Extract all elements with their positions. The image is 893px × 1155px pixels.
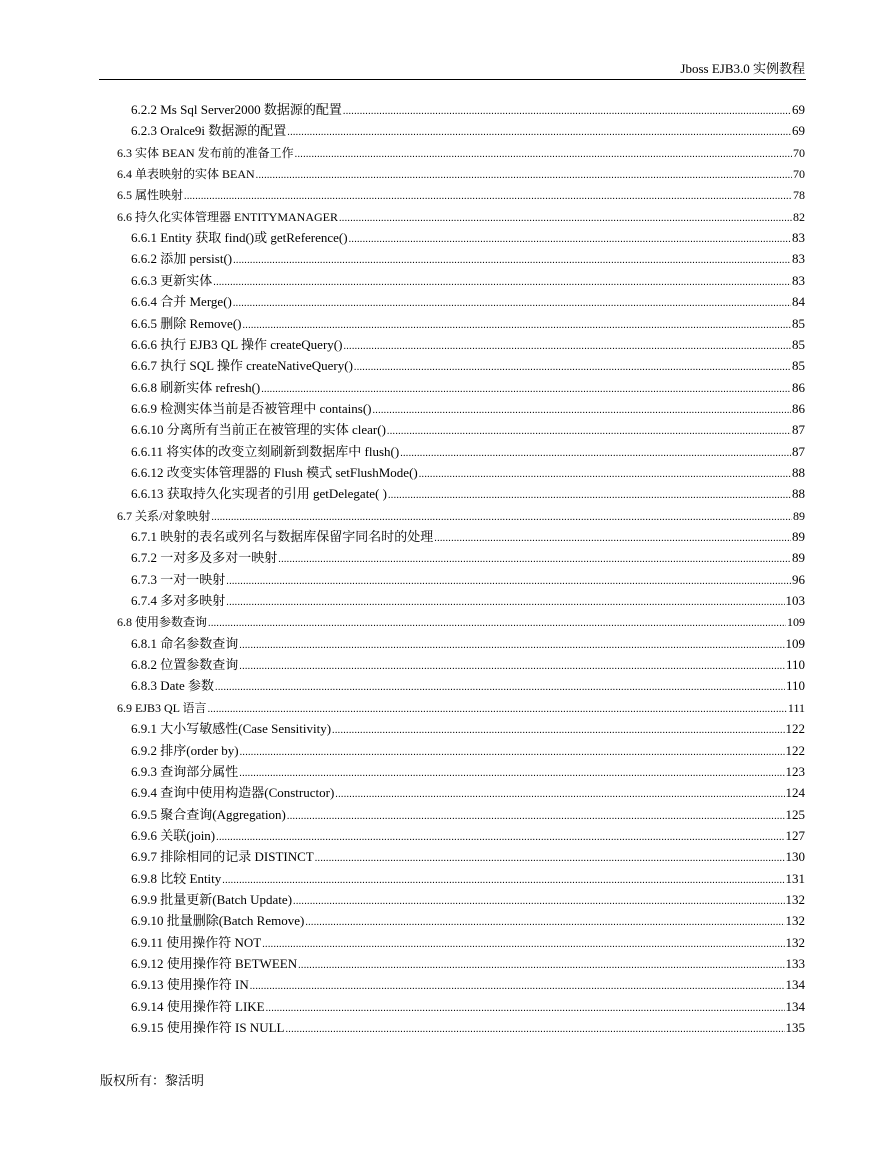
toc-entry[interactable] — [131, 293, 805, 313]
toc-leader-dots — [215, 677, 785, 697]
toc-entry[interactable] — [131, 528, 805, 548]
toc-leader-dots — [285, 1019, 784, 1039]
toc-entry-label: 6.6.6 执行 EJB3 QL 操作 createQuery() — [131, 336, 343, 352]
toc-leader-dots — [372, 400, 791, 420]
toc-entry-page-number: 88 — [792, 486, 805, 502]
toc-entry-page-number: 132 — [785, 934, 805, 950]
toc-leader-dots — [233, 250, 791, 270]
toc-leader-dots — [239, 656, 785, 676]
toc-leader-dots — [262, 934, 784, 954]
toc-leader-dots — [339, 208, 792, 228]
toc-entry-page-number: 127 — [785, 827, 805, 843]
toc-entry-page-number: 135 — [785, 1020, 805, 1036]
toc-entry[interactable] — [131, 400, 805, 420]
toc-entry-page-number: 69 — [792, 102, 805, 117]
toc-entry-label: 6.7.1 映射的表名或列名与数据库保留字同名时的处理 — [131, 529, 434, 544]
toc-entry-label: 6.6.7 执行 SQL 操作 createNativeQuery() — [131, 358, 353, 374]
toc-entry-label: 6.9.12 使用操作符 BETWEEN — [131, 956, 298, 971]
toc-leader-dots — [240, 742, 785, 762]
toc-entry[interactable] — [131, 315, 805, 335]
toc-leader-dots — [343, 336, 791, 356]
toc-entry-label: 6.9.6 关联(join) — [131, 827, 216, 843]
toc-entry[interactable] — [131, 250, 805, 270]
toc-entry-label: 6.9.5 聚合查询(Aggregation) — [131, 806, 286, 822]
toc-leader-dots — [208, 613, 786, 633]
toc-entry-page-number: 85 — [792, 315, 805, 331]
toc-entry-label: 6.6.13 获取持久化实现者的引用 getDelegate( ) — [131, 486, 387, 502]
toc-entry-page-number: 133 — [785, 956, 805, 971]
toc-entry[interactable] — [117, 165, 805, 185]
toc-entry-label: 6.8.1 命名参数查询 — [131, 635, 239, 651]
toc-entry-label: 6.9.13 使用操作符 IN — [131, 977, 249, 993]
toc-leader-dots — [239, 635, 784, 655]
toc-entry-label: 6.6.12 改变实体管理器的 Flush 模式 setFlushMode() — [131, 464, 418, 480]
toc-entry-page-number: 103 — [785, 593, 805, 609]
toc-entry-label: 6.6 持久化实体管理器 ENTITYMANAGER — [117, 209, 338, 224]
toc-leader-dots — [208, 699, 787, 719]
toc-entry-page-number: 88 — [792, 464, 805, 480]
toc-entry-label: 6.7.3 一对一映射 — [131, 571, 226, 587]
toc-entry-label: 6.7.2 一对多及多对一映射 — [131, 550, 278, 566]
toc-entry-label: 6.9.15 使用操作符 IS NULL — [131, 1020, 285, 1036]
toc-leader-dots — [305, 912, 784, 932]
toc-leader-dots — [293, 891, 784, 911]
toc-leader-dots — [233, 293, 791, 313]
toc-entry-page-number: 124 — [785, 785, 805, 801]
toc-entry[interactable] — [131, 998, 805, 1018]
toc-entry-page-number: 89 — [793, 508, 805, 523]
toc-entry[interactable] — [131, 443, 805, 463]
toc-entry-label: 6.8.2 位置参数查询 — [131, 657, 239, 673]
toc-leader-dots — [216, 827, 784, 847]
toc-entry[interactable] — [117, 144, 805, 164]
toc-entry[interactable] — [131, 1019, 805, 1039]
toc-entry-label: 6.6.10 分离所有当前正在被管理的实体 clear() — [131, 422, 386, 438]
toc-entry-page-number: 83 — [792, 251, 805, 267]
toc-entry-label: 6.9.2 排序(order by) — [131, 742, 239, 758]
toc-entry-label: 6.9.10 批量删除(Batch Remove) — [131, 913, 305, 929]
toc-entry[interactable] — [131, 379, 805, 399]
toc-entry-label: 6.6.4 合并 Merge() — [131, 294, 232, 310]
toc-leader-dots — [239, 763, 784, 783]
toc-entry-page-number: 85 — [792, 358, 805, 374]
toc-entry[interactable] — [131, 848, 805, 868]
toc-entry-label: 6.9.4 查询中使用构造器(Constructor) — [131, 785, 335, 801]
toc-entry-label: 6.9.11 使用操作符 NOT — [131, 934, 262, 950]
toc-entry-label: 6.8 使用参数查询 — [117, 615, 208, 630]
toc-entry-page-number: 82 — [793, 209, 805, 224]
toc-leader-dots — [226, 592, 784, 612]
toc-entry-label: 6.8.3 Date 参数 — [131, 678, 215, 694]
toc-leader-dots — [343, 101, 791, 121]
toc-leader-dots — [419, 464, 791, 484]
toc-entry[interactable] — [131, 934, 805, 954]
toc-entry-page-number: 69 — [792, 123, 805, 139]
toc-leader-dots — [332, 720, 784, 740]
toc-entry[interactable] — [131, 827, 805, 847]
toc-entry[interactable] — [131, 635, 805, 655]
toc-entry[interactable] — [131, 955, 805, 975]
toc-entry[interactable] — [131, 122, 805, 142]
toc-entry[interactable] — [117, 208, 805, 228]
toc-entry-label: 6.7.4 多对多映射 — [131, 593, 226, 609]
toc-entry[interactable] — [117, 186, 805, 206]
toc-entry-page-number: 89 — [792, 529, 805, 544]
toc-leader-dots — [211, 507, 792, 527]
toc-leader-dots — [256, 165, 792, 185]
toc-entry[interactable] — [131, 656, 805, 676]
toc-entry-label: 6.9.8 比较 Entity — [131, 870, 222, 886]
toc-leader-dots — [278, 549, 791, 569]
toc-entry-page-number: 87 — [792, 443, 805, 459]
toc-entry[interactable] — [131, 101, 805, 121]
toc-entry[interactable] — [131, 742, 805, 762]
toc-entry-page-number: 110 — [785, 678, 805, 694]
toc-leader-dots — [261, 379, 791, 399]
toc-entry[interactable] — [131, 485, 805, 505]
toc-entry-label: 6.6.5 删除 Remove() — [131, 315, 242, 331]
toc-entry-page-number: 85 — [792, 336, 805, 352]
toc-entry-label: 6.4 单表映射的实体 BEAN — [117, 167, 255, 182]
toc-entry-label: 6.3 实体 BEAN 发布前的准备工作 — [117, 145, 294, 160]
toc-entry-page-number: 109 — [785, 635, 805, 651]
toc-entry[interactable] — [131, 912, 805, 932]
toc-entry-page-number: 86 — [792, 379, 805, 395]
toc-entry-label: 6.6.3 更新实体 — [131, 272, 213, 288]
toc-leader-dots — [349, 229, 791, 249]
toc-entry-page-number: 89 — [792, 550, 805, 566]
toc-leader-dots — [298, 955, 784, 975]
toc-entry[interactable] — [131, 784, 805, 804]
toc-entry-page-number: 83 — [792, 230, 805, 246]
toc-leader-dots — [287, 806, 785, 826]
toc-entry-label: 6.6.8 刷新实体 refresh() — [131, 379, 261, 395]
toc-entry[interactable] — [131, 806, 805, 826]
toc-entry-page-number: 86 — [792, 400, 805, 416]
toc-entry-label: 6.6.1 Entity 获取 find()或 getReference() — [131, 230, 348, 246]
toc-entry-page-number: 122 — [785, 721, 805, 737]
toc-entry-label: 6.9.14 使用操作符 LIKE — [131, 998, 265, 1014]
toc-entry-page-number: 130 — [785, 849, 805, 865]
toc-entry[interactable] — [131, 976, 805, 996]
toc-entry[interactable] — [131, 421, 805, 441]
footer-copyright: 版权所有：黎活明 — [100, 1073, 205, 1088]
toc-leader-dots — [354, 357, 791, 377]
toc-leader-dots — [315, 848, 785, 868]
toc-entry[interactable] — [131, 464, 805, 484]
toc-entry[interactable] — [131, 720, 805, 740]
toc-entry[interactable] — [131, 272, 805, 292]
toc-entry-page-number: 84 — [792, 294, 805, 310]
toc-leader-dots — [287, 122, 791, 142]
toc-leader-dots — [387, 421, 791, 441]
toc-entry[interactable] — [131, 870, 805, 890]
toc-entry-page-number: 122 — [785, 742, 805, 758]
toc-leader-dots — [222, 870, 784, 890]
toc-entry-page-number: 70 — [793, 167, 805, 182]
header-divider — [99, 79, 806, 80]
toc-entry-page-number: 125 — [785, 806, 805, 822]
toc-entry-label: 6.9.9 批量更新(Batch Update) — [131, 891, 293, 907]
toc-entry-label: 6.9 EJB3 QL 语言 — [117, 700, 207, 715]
toc-entry-label: 6.6.2 添加 persist() — [131, 251, 233, 267]
toc-entry-page-number: 78 — [793, 188, 805, 203]
toc-entry[interactable] — [131, 891, 805, 911]
toc-entry-label: 6.9.7 排除相同的记录 DISTINCT — [131, 849, 314, 865]
toc-entry-page-number: 96 — [792, 571, 805, 587]
toc-leader-dots — [250, 976, 785, 996]
toc-entry[interactable] — [131, 357, 805, 377]
toc-entry-page-number: 87 — [792, 422, 805, 438]
toc-leader-dots — [213, 272, 791, 292]
toc-entry-label: 6.5 属性映射 — [117, 188, 184, 203]
page-header-title: Jboss EJB3.0 实例教程 — [680, 61, 805, 76]
toc-entry[interactable] — [131, 229, 805, 249]
toc-entry[interactable] — [117, 613, 805, 633]
toc-entry-page-number: 134 — [785, 977, 805, 993]
toc-entry-page-number: 110 — [785, 657, 805, 673]
toc-entry-page-number: 132 — [785, 891, 805, 907]
toc-entry-page-number: 132 — [785, 913, 805, 929]
toc-entry[interactable] — [131, 592, 805, 612]
toc-entry-label: 6.6.9 检测实体当前是否被管理中 contains() — [131, 400, 372, 416]
toc-entry-page-number: 134 — [785, 998, 805, 1014]
toc-leader-dots — [400, 443, 791, 463]
toc-leader-dots — [434, 528, 791, 548]
toc-entry[interactable] — [117, 699, 805, 719]
toc-leader-dots — [266, 998, 785, 1018]
toc-leader-dots — [242, 315, 791, 335]
toc-entry-page-number: 131 — [785, 870, 805, 886]
toc-entry-label: 6.6.11 将实体的改变立刻刷新到数据库中 flush() — [131, 443, 400, 459]
toc-entry[interactable] — [131, 336, 805, 356]
toc-entry-label: 6.9.3 查询部分属性 — [131, 763, 239, 779]
toc-leader-dots — [226, 571, 791, 591]
toc-entry-page-number: 111 — [787, 700, 805, 715]
toc-entry[interactable] — [117, 507, 805, 527]
toc-leader-dots — [335, 784, 784, 804]
toc-entry[interactable] — [131, 677, 805, 697]
toc-leader-dots — [295, 144, 792, 164]
toc-entry[interactable] — [131, 549, 805, 569]
toc-entry-label: 6.2.3 Oralce9i 数据源的配置 — [131, 123, 287, 139]
toc-entry[interactable] — [131, 763, 805, 783]
toc-leader-dots — [388, 485, 791, 505]
toc-entry-page-number: 83 — [792, 272, 805, 288]
toc-entry[interactable] — [131, 571, 805, 591]
toc-entry-label: 6.7 关系/对象映射 — [117, 508, 211, 523]
toc-entry-label: 6.9.1 大小写敏感性(Case Sensitivity) — [131, 721, 332, 737]
toc-entry-page-number: 109 — [787, 615, 805, 630]
toc-entry-page-number: 123 — [785, 763, 805, 779]
toc-leader-dots — [184, 186, 792, 206]
toc-entry-label: 6.2.2 Ms Sql Server2000 数据源的配置 — [131, 102, 342, 117]
toc-entry-page-number: 70 — [793, 145, 805, 160]
